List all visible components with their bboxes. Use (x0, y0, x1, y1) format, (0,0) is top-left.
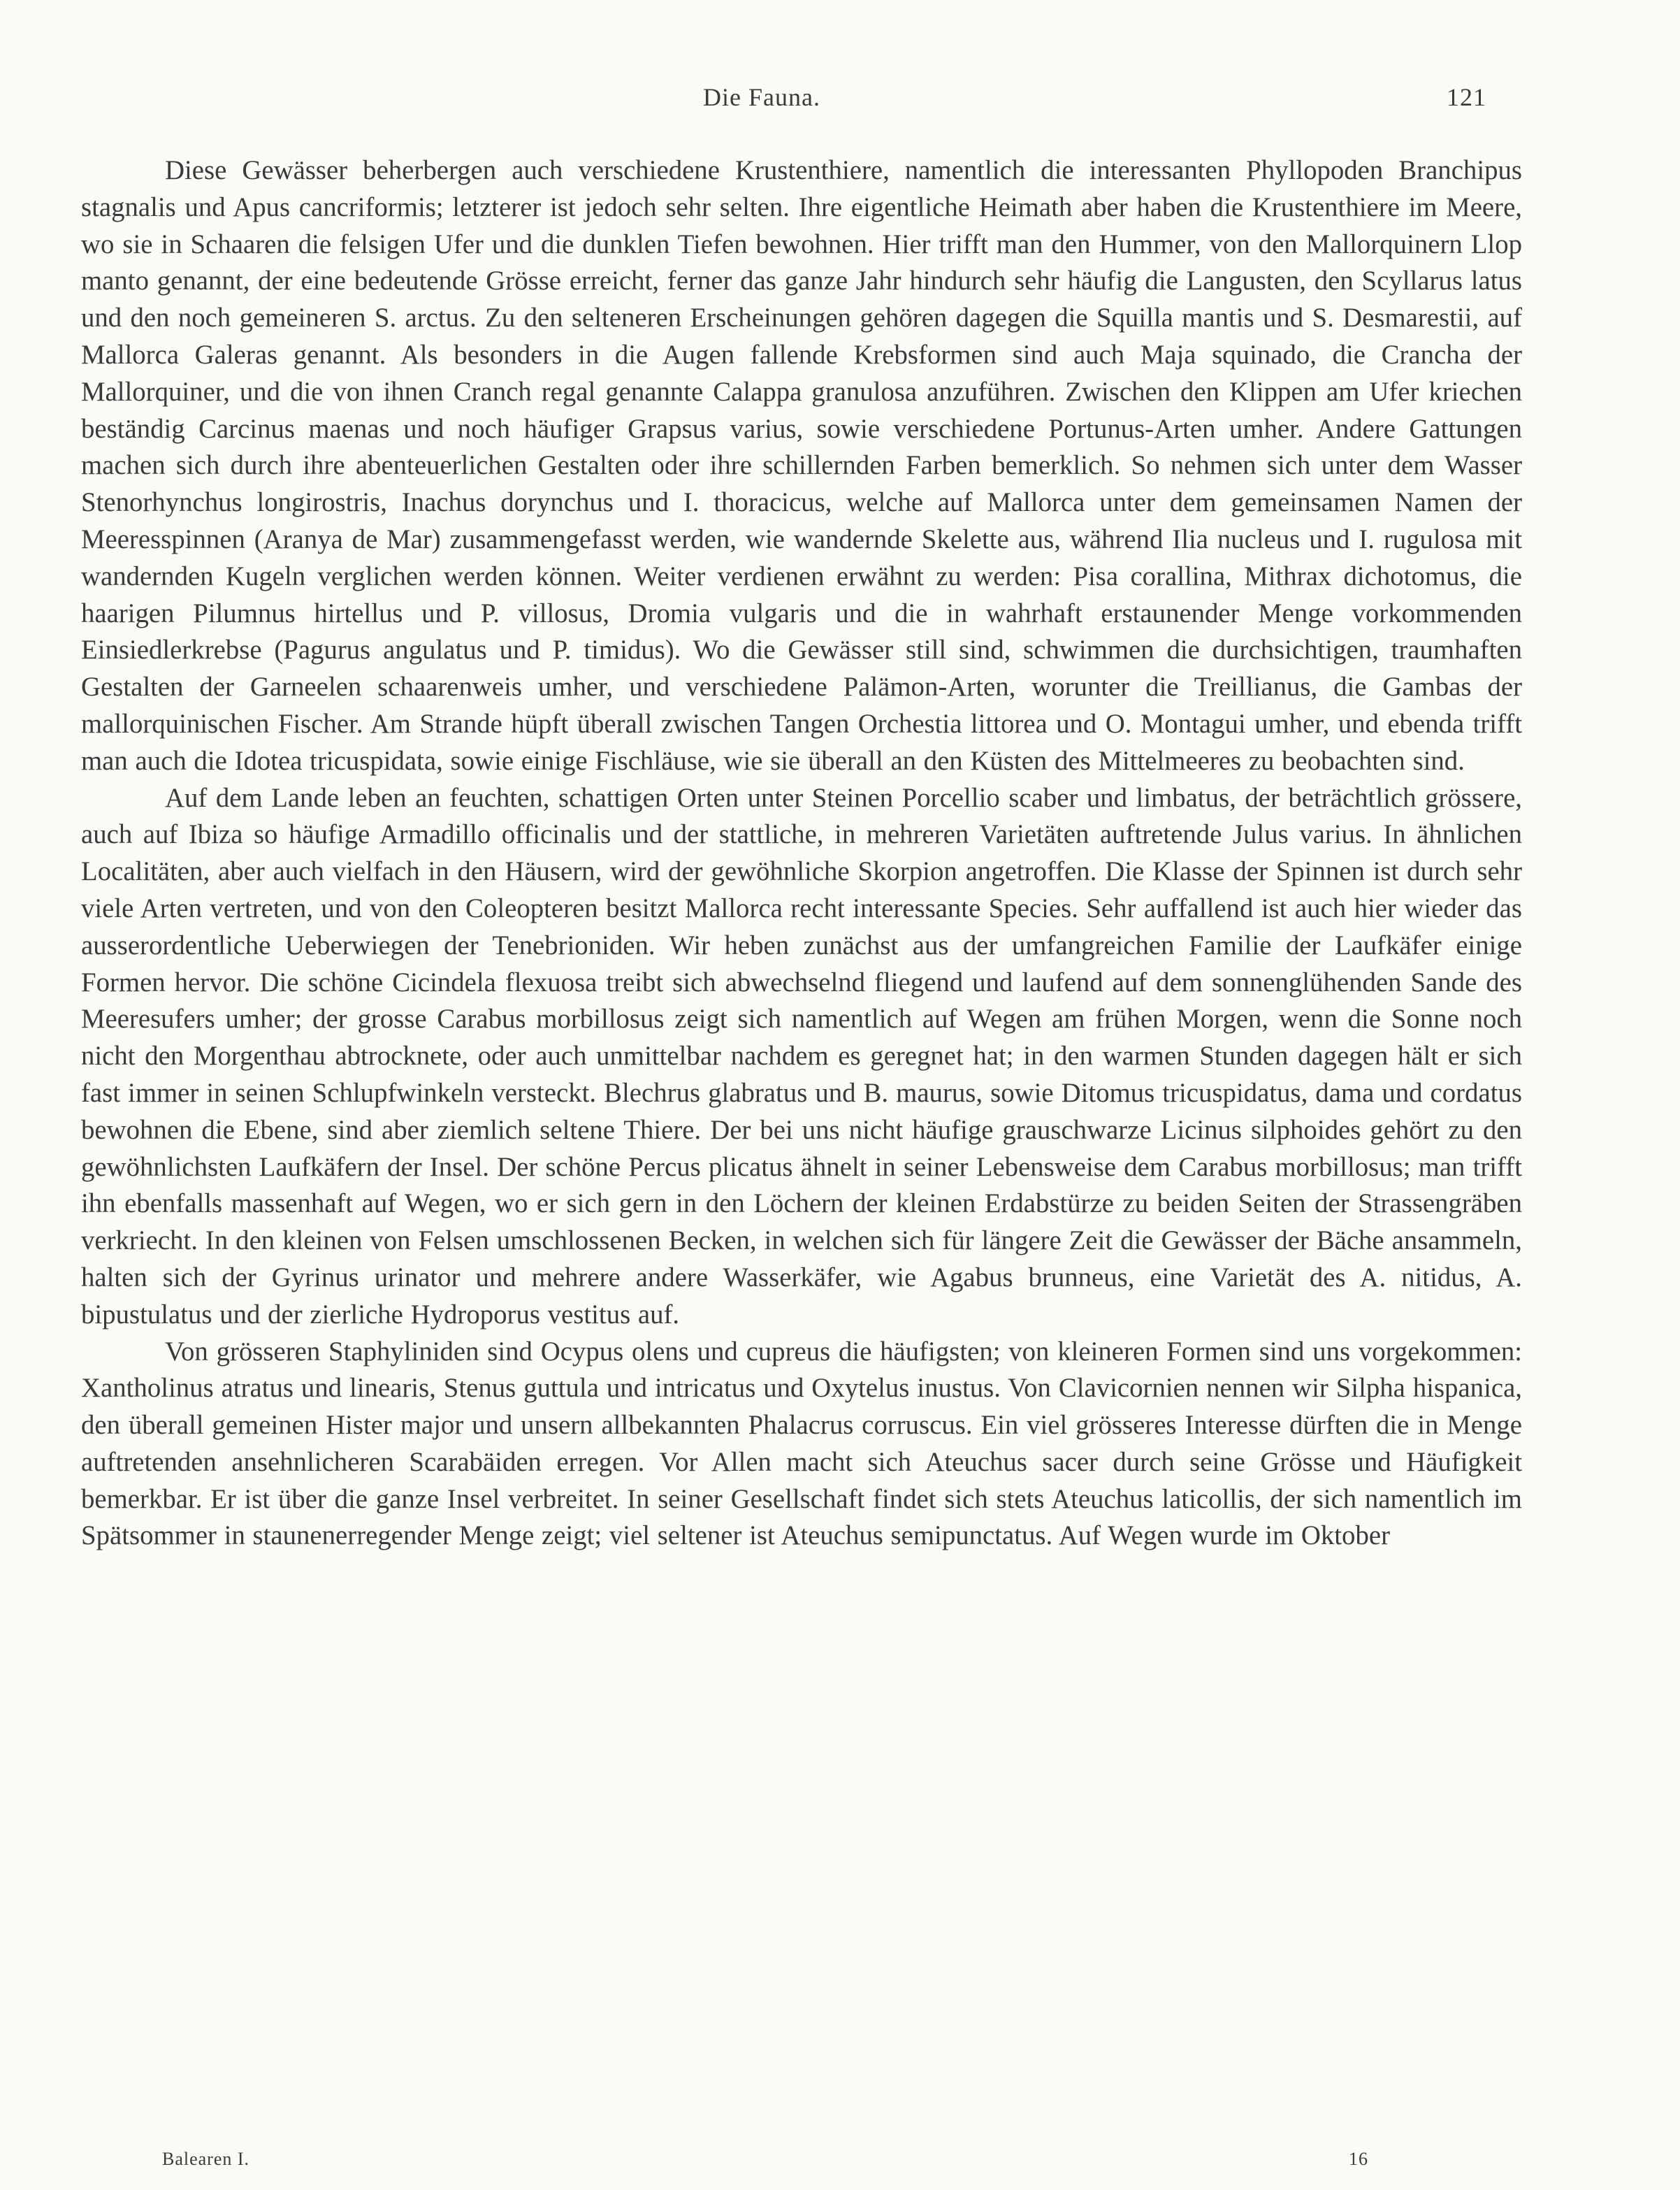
running-head (0, 82, 1680, 124)
paragraph-land-fauna: Auf dem Lande leben an feuchten, schattigen Orten unter Steinen Porcellio scaber und limbatus, der beträchtlich grössere, auch auf Ibiza so häufige Armadillo officinalis und der stattliche, in mehreren Varietäten auftretende Julus varius. In ähnlichen Localitäten, aber auch vielfach in den Häusern, wird der gewöhnliche Skorpion angetroffen. Die Klasse der Spinnen ist durch sehr viele Arten vertreten, und von den Coleopteren besitzt Mallorca recht interessante Species. Sehr auffallend ist auch hier wieder das ausserordentliche Ueberwiegen der Tenebrioniden. Wir heben zunächst aus der umfangreichen Familie der Laufkäfer einige Formen hervor. Die schöne Cicindela flexuosa treibt sich abwechselnd fliegend und laufend auf dem sonnenglühenden Sande des Meeresufers umher; der grosse Carabus morbillosus zeigt sich namentlich auf Wegen am frühen Morgen, wenn die Sonne noch nicht den Morgenthau abtrocknete, oder auch unmittelbar nachdem es geregnet hat; in den warmen Stunden dagegen hält er sich fast immer in seinen Schlupfwinkeln versteckt. Blechrus glabratus und B. maurus, sowie Ditomus tricuspidatus, dama und cordatus bewohnen die Ebene, sind aber ziemlich seltene Thiere. Der bei uns nicht häufige grauschwarze Licinus silphoides gehört zu den gewöhnlichsten Laufkäfern der Insel. Der schöne Percus plicatus ähnelt in seiner Lebensweise dem Carabus morbillosus; man trifft ihn ebenfalls massenhaft auf Wegen, wo er sich gern in den Löchern der kleinen Erdabstürze zu beiden Seiten der Strassengräben verkriecht. In den kleinen von Felsen umschlossenen Becken, in welchen sich für längere Zeit die Gewässer der Bäche ansammeln, halten sich der Gyrinus urinator und mehrere andere Wasserkäfer, wie Agabus brunneus, eine Varietät des A. nitidus, A. bipustulatus und der zierliche Hydroporus vestitus auf. (81, 782, 1522, 1330)
page-number: 121 (1447, 83, 1486, 111)
sheet-number: 16 (1349, 2149, 1368, 2169)
paragraph-crustaceans: Diese Gewässer beherbergen auch verschiedene Krustenthiere, namentlich die interessanten Phyllopoden Branchipus stagnalis und Apus cancriformis; letzterer ist jedoch sehr selten. Ihre eigentliche Heimath aber haben die Krustenthiere im Meere, wo sie in Schaaren die felsigen Ufer und die dunklen Tiefen bewohnen. Hier trifft man den Hummer, von den Mallorquinern Llop manto genannt, der eine bedeutende Grösse erreicht, ferner das ganze Jahr hindurch sehr häufig die Langusten, den Scyllarus latus und den noch gemeineren S. arctus. Zu den selteneren Erscheinungen gehören dagegen die Squilla mantis und S. Desmarestii, auf Mallorca Galeras genannt. Als besonders in die Augen fallende Krebsformen sind auch Maja squinado, die Crancha der Mallorquiner, und die von ihnen Cranch regal genannte Calappa granulosa anzuführen. Zwischen den Klippen am Ufer kriechen beständig Carcinus maenas und noch häufiger Grapsus varius, sowie verschiedene Portunus-Arten umher. Andere Gattungen machen sich durch ihre abenteuerlichen Gestalten oder ihre schillernden Farben bemerklich. So nehmen sich unter dem Wasser Stenorhynchus longirostris, Inachus dorynchus und I. thoracicus, welche auf Mallorca unter dem gemeinsamen Namen der Meeresspinnen (Aranya de Mar) zusammengefasst werden, wie wandernde Skelette aus, während Ilia nucleus und I. rugulosa mit wandernden Kugeln verglichen werden können. Weiter verdienen erwähnt zu werden: Pisa corallina, Mithrax dichotomus, die haarigen Pilumnus hirtellus und P. villosus, Dromia vulgaris und die in wahrhaft erstaunender Menge vorkommenden Einsiedlerkrebse (Pagurus angulatus und P. timidus). Wo die Gewässer still sind, schwimmen die durchsichtigen, traumhaften Gestalten der Garneelen schaarenweis umher, und verschiedene Palämon-Arten, worunter die Treillianus, die Gambas der mallorquinischen Fischer. Am Strande hüpft überall zwischen Tangen Orchestia littorea und O. Montagui umher, und ebenda trifft man auch die Idotea tricuspidata, sowie einige Fischläuse, wie sie überall an den Küsten des Mittelmeeres zu beobachten sind. (81, 155, 1522, 776)
body-text (81, 152, 1522, 1555)
paragraph-beetles: Von grösseren Staphyliniden sind Ocypus olens und cupreus die häufigsten; von kleineren Formen sind uns vorgekommen: Xantholinus atratus und linearis, Stenus guttula und intricatus und Oxytelus inustus. Von Clavicornien nennen wir Silpha hispanica, den überall gemeinen Hister major und unsern allbekannten Phalacrus corruscus. Ein viel grösseres Interesse dürften die in Menge auftretenden ansehnlicheren Scarabäiden erregen. Vor Allen macht sich Ateuchus sacer durch seine Grösse und Häufigkeit bemerkbar. Er ist über die ganze Insel verbreitet. In seiner Gesellschaft findet sich stets Ateuchus laticollis, der sich namentlich im Spätsommer in staunenerregender Menge zeigt; viel seltener ist Ateuchus semipunctatus. Auf Wegen wurde im Oktober (81, 1336, 1522, 1551)
signature-mark: Balearen I. (162, 2149, 250, 2169)
running-title: Die Fauna. (703, 83, 820, 111)
